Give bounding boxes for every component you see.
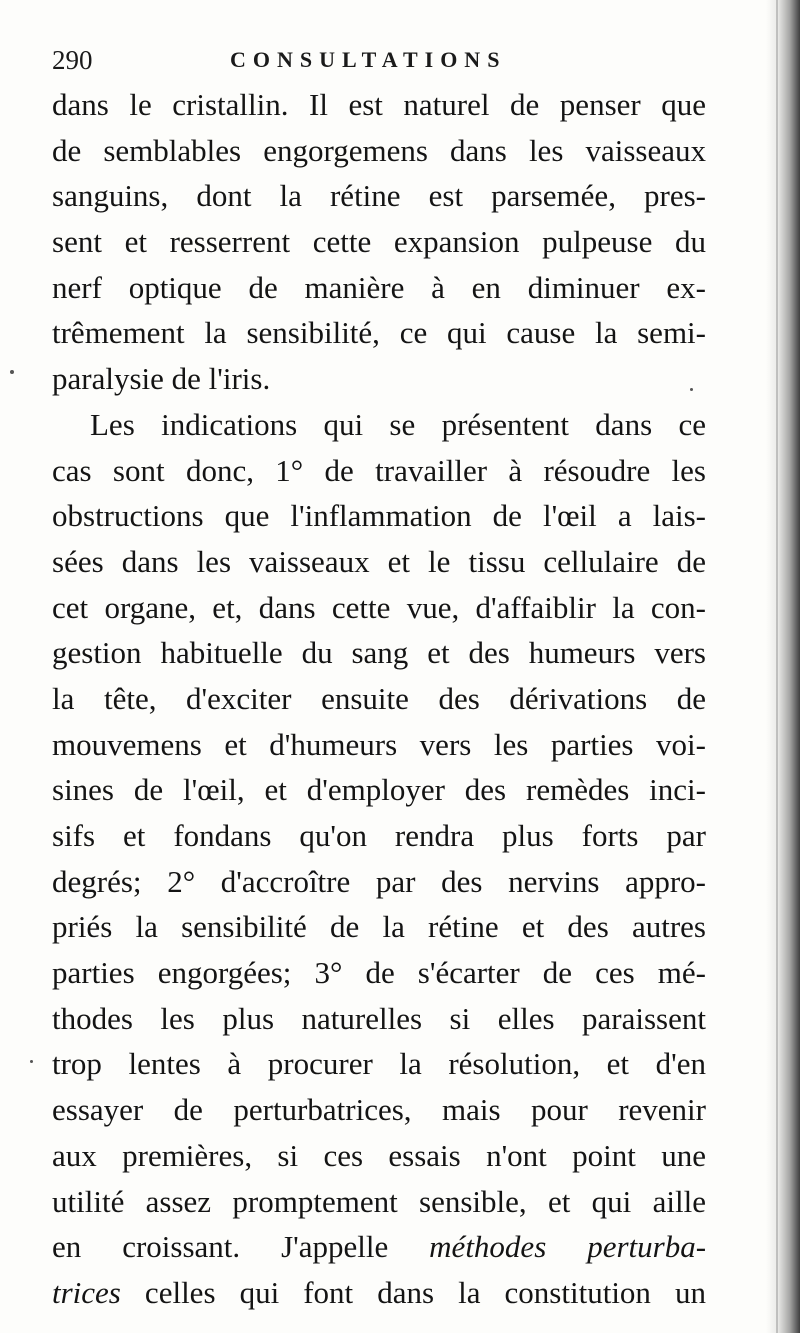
text-line: trop lentes à procurer la résolution, et d'en	[52, 1046, 706, 1082]
text-line: obstructions que l'inflammation de l'œil a lais-	[52, 498, 706, 534]
text-line: cas sont donc, 1° de travailler à résoudre les	[52, 452, 706, 488]
gutter-shadow	[766, 0, 800, 1333]
text-line: essayer de perturbatrices, mais pour revenir	[52, 1092, 706, 1128]
body-text	[52, 82, 706, 1316]
text-line: sifs et fondans qu'on rendra plus forts par	[52, 818, 706, 853]
running-title: CONSULTATIONS	[230, 47, 507, 72]
text-line: parties engorgées; 3° de s'écarter de ces mé-	[52, 955, 706, 991]
gutter-edge	[776, 0, 778, 1333]
ink-speck	[30, 1060, 33, 1063]
page-number: 290	[52, 45, 93, 75]
text-line	[52, 1224, 706, 1270]
text-line: la tête, d'exciter ensuite des dérivations de	[52, 680, 706, 716]
text-line: utilité assez promptement sensible, et qui aille	[52, 1183, 706, 1219]
text-line: thodes les plus naturelles si elles paraissent	[52, 1000, 706, 1036]
text-line: nerf optique de manière à en diminuer ex-	[52, 269, 706, 305]
text-line: sées dans les vaisseaux et le tissu cellulaire de	[52, 543, 706, 579]
text-line: de semblables engorgemens dans les vaisseaux	[52, 132, 706, 168]
italic-term: trices	[52, 1274, 121, 1310]
text-line: aux premières, si ces essais n'ont point une	[52, 1137, 706, 1173]
text-line: sanguins, dont la rétine est parsemée, pres-	[52, 178, 706, 214]
running-header	[52, 42, 712, 78]
ink-speck	[690, 388, 693, 391]
text-segment: celles qui font dans la constitution un	[120, 1274, 706, 1310]
text-line	[52, 1270, 706, 1316]
text-line: dans le cristallin. Il est naturel de penser que	[52, 87, 706, 122]
text-segment: en croissant. J'appelle	[52, 1229, 430, 1265]
italic-term: méthodes perturba-	[429, 1229, 707, 1265]
text-line: sines de l'œil, et d'employer des remèdes inci-	[52, 772, 706, 808]
paragraph-start-line: Les indications qui se présentent dans ce	[90, 406, 706, 442]
text-line: gestion habituelle du sang et des humeurs vers	[52, 635, 706, 671]
text-line: cet organe, et, dans cette vue, d'affaiblir la con-	[52, 589, 706, 625]
text-line: trêmement la sensibilité, ce qui cause la semi-	[52, 315, 706, 351]
ink-speck	[10, 370, 14, 374]
text-line: degrés; 2° d'accroître par des nervins appro-	[52, 863, 706, 899]
text-line: sent et resserrent cette expansion pulpeuse du	[52, 224, 706, 260]
text-line: priés la sensibilité de la rétine et des autres	[52, 909, 706, 945]
paragraph-end-line: paralysie de l'iris.	[52, 361, 271, 397]
text-line: mouvemens et d'humeurs vers les parties voi-	[52, 726, 706, 762]
